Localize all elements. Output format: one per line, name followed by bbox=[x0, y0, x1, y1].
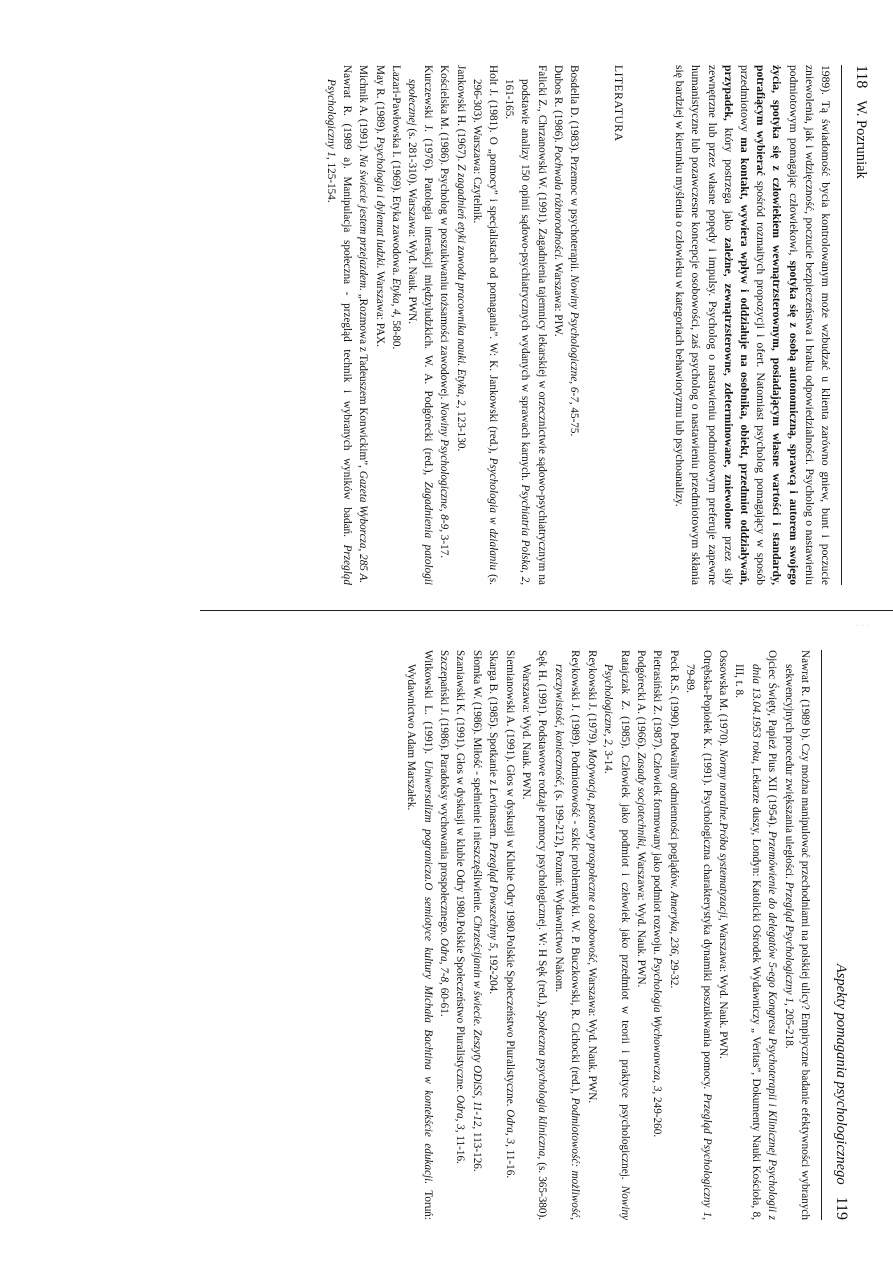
header-rule bbox=[841, 65, 842, 585]
page-number: 118 bbox=[853, 65, 870, 89]
reference-text: 60-61. bbox=[438, 984, 451, 1017]
body-text: spośród rozmaitych propozycji i ofert. Natomiast psycholog pomagający w sposób przedmiotowy bbox=[737, 65, 768, 586]
reference-entry bbox=[436, 65, 452, 585]
running-head-left bbox=[852, 65, 870, 585]
reference-entry bbox=[682, 650, 715, 1220]
reference-text: Sęk H. (1991). Podstawowe rodzaje pomocy psychologicznej. W: H Sęk (red.), bbox=[536, 650, 549, 1011]
reference-entry bbox=[452, 650, 468, 1220]
reference-title-italic: Przegląd Powszechny 5, bbox=[487, 842, 500, 952]
reference-entry bbox=[355, 65, 371, 585]
reference-title-italic: Odra, 3, bbox=[503, 1109, 516, 1147]
reference-text: Lekarze duszy, Londyn: Katolicki Ośrodek Wydawniczy „ Veritas”, Dokumenty Nauki Kościoła, 8, III, t. 8. bbox=[733, 664, 762, 1220]
title-running-head: Aspekty pomagania psychologicznego bbox=[833, 963, 849, 1185]
reference-text: Falicki Z., Chrzanowski W. (1991). Zagadnienia tajemnicy lekarskiej w orzecznictwie sądowo-psychiatrycznym na podstawie analizy 150 opinii sądowo-psychiatrycznych wydanych w sprawach karnych. bbox=[519, 65, 548, 585]
emphasized-text: spotyka się z osobą autonomiczną, sprawcą i autorem swojego życia, spotyka się z człowiekiem wewnątrzsterownym, posiadającym własne wartości i standardy, potrafiącym wybierać bbox=[754, 65, 800, 585]
reference-text: 3-17. bbox=[438, 532, 451, 559]
reference-text: Warszawa: Wyd. Nauk. PWN. bbox=[585, 965, 598, 1104]
reference-title-italic: Nowiny Psychologiczne, 2, bbox=[602, 664, 631, 1220]
reference-text: 249-260. bbox=[651, 1094, 664, 1138]
reference-text: (s. 365-380). Warszawa: Wyd. Nauk. PWN. bbox=[520, 664, 549, 1221]
running-head-right bbox=[832, 650, 850, 1220]
literature-heading: LITERATURA bbox=[611, 65, 625, 142]
reference-entry bbox=[566, 65, 582, 585]
reference-entry bbox=[403, 650, 436, 1220]
reference-title-italic: Odra, 7-8, bbox=[438, 938, 451, 985]
reference-entry bbox=[485, 650, 501, 1220]
reference-entry bbox=[780, 650, 813, 1220]
reference-entry bbox=[731, 650, 780, 1220]
reference-text: 79-89. bbox=[684, 664, 697, 693]
reference-title-italic: Przegląd Psychologiczny 1, bbox=[782, 881, 795, 1006]
reference-title-italic: Przegląd Psychologiczny 1, bbox=[324, 79, 354, 585]
reference-entry bbox=[583, 650, 599, 1220]
reference-entry bbox=[404, 65, 436, 585]
reference-entry bbox=[518, 650, 551, 1220]
reference-text: 29-32. bbox=[667, 956, 680, 989]
reference-title-italic: Społeczna psychologia kliniczna, bbox=[536, 1010, 549, 1160]
reference-text: Skarga B. (1985). Spotkanie z Levinasem. bbox=[487, 650, 500, 843]
reference-text: Ojciec Święty, Papież Pius XII (1954). bbox=[766, 650, 779, 831]
reference-title-italic: Odra, 3, bbox=[454, 1094, 467, 1133]
body-text: 1989). Tą świadomość bycia kontrolowanym może wzbudzać u klienta zarówno gniew, bunt i poczucie zniewolenia, jak i wdzięczność, poczucie bezpieczeństwa i braku odpowiedzialności. Psycholog o nastawieniu podmiotowym pomagając człowiekowi, bbox=[786, 65, 832, 585]
reference-title-italic: Z zagadnień etyki zawodu pracownika nauki. Etyka, 2, bbox=[454, 164, 467, 409]
reference-text: Witkowski L. (1991). bbox=[421, 650, 434, 761]
reference-text: 205-218. bbox=[782, 1005, 795, 1049]
reference-title-italic: Nowiny Psychologiczne, 6-7, bbox=[567, 274, 580, 405]
reference-text: Warszawa: PAX. bbox=[373, 268, 386, 347]
reference-text: Siemianowski A. (1991). Głos w dyskusji w Klubie Odry 1980.Polskie Społeczeństwo Pluralistyczne. bbox=[503, 650, 516, 1110]
reference-list bbox=[403, 650, 813, 1220]
reference-text: 3-14. bbox=[602, 747, 615, 774]
reference-title-italic: Przegląd Psychologiczny 1, bbox=[700, 1093, 713, 1220]
emphasized-text: ma kontakt, wywiera wpływ i oddziałuje na osobnika, obiekt, przedmiot oddziaływań, przypadek, bbox=[721, 65, 751, 585]
reference-entry bbox=[371, 65, 387, 585]
reference-text: 161-165. bbox=[503, 79, 516, 120]
reference-entry bbox=[551, 650, 584, 1220]
reference-text: Nawrat R. (1989 a). Manipulacja społeczna - przegląd technik i wybranych wyników badań. bbox=[341, 65, 354, 545]
reference-text: Bosdella D. (1983). Przemoc w psychoterapii. bbox=[567, 65, 580, 275]
reference-text: 192-204. bbox=[487, 951, 500, 995]
reference-entry bbox=[388, 65, 404, 585]
reference-title-italic: Nowiny Psychologiczne, 8-9, bbox=[438, 402, 451, 532]
reference-text: (s. 199-212), Poznań: Wydawnictwo Nakom. bbox=[552, 787, 565, 993]
reference-text: Otrębska-Popiołek K. (1991). Psychologiczna charakterystyka dynamiki poszukiwania pomocy. bbox=[700, 650, 713, 1094]
reference-title-italic: Pochwała różnorodności. bbox=[551, 145, 564, 261]
reference-title-italic: Na świecie jestem przejazdem. bbox=[357, 154, 370, 291]
reference-title-italic: Zagadnienia patologii społecznej bbox=[405, 79, 435, 586]
body-text: który postrzega jako bbox=[721, 120, 735, 238]
reference-text: 11-16. bbox=[454, 1132, 467, 1164]
page-119 bbox=[90, 650, 850, 1220]
reference-entry bbox=[550, 65, 566, 585]
reference-title-italic: Psychologia i dylemat ludzki. bbox=[373, 136, 386, 269]
author-running-head: W. Pozruniak bbox=[853, 100, 869, 179]
reference-text: 11-16. bbox=[503, 1146, 516, 1179]
reference-text: (s. 296-303). Warszawa: Czytelnik. bbox=[470, 79, 499, 585]
reference-entry bbox=[323, 65, 355, 585]
reference-entry bbox=[501, 65, 550, 585]
reference-text: Ratajczak Z. (1985). Człowiek jako podmiot i człowiek jako przedmiot w teorii i praktyce psychologicznej. bbox=[618, 650, 631, 1186]
reference-title-italic: Psychologia Wychowawcza, 3, bbox=[651, 957, 664, 1095]
reference-text: Peck R.S. (1990). Podwaliny odmienności poglądów. bbox=[667, 650, 680, 892]
reference-text: Szczepański J. (1986). Paradoksy wychowania prospołecznego. bbox=[438, 650, 451, 938]
reference-text: (s. 281-310). Warszawa: Wyd. Nauk. PWN. bbox=[405, 125, 418, 325]
reference-list bbox=[323, 65, 582, 585]
reference-text: Toruń: Wydawnictwo Adam Marszałek. bbox=[405, 664, 434, 1220]
reference-text: Reykowski J. (1989). Podmiotowość - szkic problematyki. W. P. Buczkowski, R. Cichocki (red.), bbox=[569, 650, 582, 1098]
reference-entry bbox=[468, 650, 484, 1220]
body-text: przez siły zewnętrzne lub przez własne popędy i impulsy. Psycholog o nastawieniu podmiotowym preferuje zapewne humanistyczne lub pozawczesne koncepcje osobowości, zaś psycholog o nastawieniu przedmiotowym skłania się bardziej w kierunku myślenia o człowieku w kategoriach behawioryzmu lub psychoanalizy. bbox=[673, 65, 735, 585]
reference-entry bbox=[600, 650, 633, 1220]
emphasized-text: zależne, zewnątrzsterowne, zdeterminowane, zniewolone bbox=[721, 237, 735, 530]
reference-text: Lazari-Pawłowska I. (1969). Etyka zawodowa. bbox=[389, 65, 402, 279]
reference-text: Michnik A. (1991). bbox=[357, 65, 370, 155]
reference-text: Pietrasiński Z. (1987). Człowiek formowany jako podmiot rozwoju. bbox=[651, 650, 664, 958]
reference-text: Słomka W. (1986). Miłość - spełnienie i nieszczęśliwienie. bbox=[470, 650, 483, 916]
reference-title-italic: Etyka, 4, bbox=[389, 278, 402, 318]
reference-text: Reykowski J. (1979). bbox=[585, 650, 598, 749]
reference-text: 45-75. bbox=[567, 404, 580, 437]
reference-text: Warszawa: Wyd. Nauk. PWN. bbox=[716, 920, 729, 1059]
page-118 bbox=[110, 65, 870, 585]
page-number: 119 bbox=[833, 1196, 850, 1220]
reference-text: Ossowska M. (1970). bbox=[716, 650, 729, 750]
reference-title-italic: Gazeta Wyborcza, 285 A. bbox=[357, 470, 370, 584]
reference-text: „Rozmowa z Tadeuszem Konwickim”, bbox=[357, 290, 370, 471]
reference-text: Podgórecki A. (1966). bbox=[634, 650, 647, 753]
reference-text: Dubos R. (1986). bbox=[551, 65, 564, 146]
reference-entry bbox=[436, 650, 452, 1220]
reference-title-italic: Przemówienie do delegatów 5-ego Kongresu Psychoterapii i Klinicznej Psychologii z dnia 13.04.1953 roku, bbox=[749, 664, 779, 1220]
reference-text: 123-130. bbox=[454, 408, 467, 452]
body-paragraph bbox=[671, 65, 833, 585]
reference-text: 125-154. bbox=[324, 159, 337, 203]
reference-title-italic: Psychologia w działaniu bbox=[486, 457, 499, 571]
reference-entry bbox=[469, 65, 501, 585]
scan-mark: · · · bbox=[856, 623, 870, 629]
reference-title-italic: Uniwersalizm pogranicza.O semiotyce kultury Michała Bachtina w kontekście edukacji. bbox=[421, 760, 434, 1185]
reference-text: Kurczewski J. (1976). Patologia interakcji międzyludzkich. W. A. Podgórecki (red.), bbox=[422, 65, 435, 482]
reference-text: 58-80. bbox=[389, 317, 402, 350]
reference-title-italic: Psychiatria Polska, 2, bbox=[519, 484, 532, 585]
reference-title-italic: Normy moralne.Próba systematyzacji, bbox=[716, 749, 729, 921]
reference-entry bbox=[501, 650, 517, 1220]
reference-text: Nawrat R. (1989 b). Czy można manipulować przechodniami na polskiej ulicy? Empiryczne badanie efektywności wybranych sekwencyjnych procedur zwiększania uległości. bbox=[782, 650, 811, 1220]
reference-title-italic: Motywacja, postawy prospołeczne a osobowość, bbox=[585, 748, 598, 965]
reference-text: May R. (1989). bbox=[373, 65, 386, 137]
reference-entry bbox=[649, 650, 665, 1220]
reference-entry bbox=[452, 65, 468, 585]
reference-title-italic: Podmiotowość: możliwość, rzeczywistość, konieczność, bbox=[552, 664, 582, 1220]
reference-entry bbox=[633, 650, 649, 1220]
reference-text: Warszawa: PIW. bbox=[551, 260, 564, 337]
reference-text: Warszawa: Wyd. Nauk. PWN. bbox=[634, 849, 647, 988]
reference-entry bbox=[665, 650, 681, 1220]
reference-text: Kościelska M. (1986). Psycholog w poszukiwaniu tożsamości zawodowej. bbox=[438, 65, 451, 403]
header-rule bbox=[821, 650, 822, 1220]
reference-text: Szaniawski K. (1991). Głos w dyskusji w klubie Odry 1980.Polskie Społeczeństwo Pluralistyczne. bbox=[454, 650, 467, 1095]
reference-title-italic: Zasady socjotechniki, bbox=[634, 752, 647, 850]
page-gutter-line bbox=[200, 610, 893, 611]
reference-text: Holt J. (1981). O „pomocy” i specjalistach od pomagania”. W: K. Jankowski (red.), bbox=[486, 65, 499, 458]
reference-title-italic: Ameryka, 236, bbox=[667, 891, 680, 957]
reference-text: 113-126. bbox=[470, 1129, 483, 1172]
reference-title-italic: Chrześcijanin w świecie. Zeszyty ODiSS, 11-12, bbox=[470, 915, 483, 1130]
reference-entry bbox=[715, 650, 731, 1220]
reference-text: Jankowski H. (1967). bbox=[454, 65, 467, 165]
